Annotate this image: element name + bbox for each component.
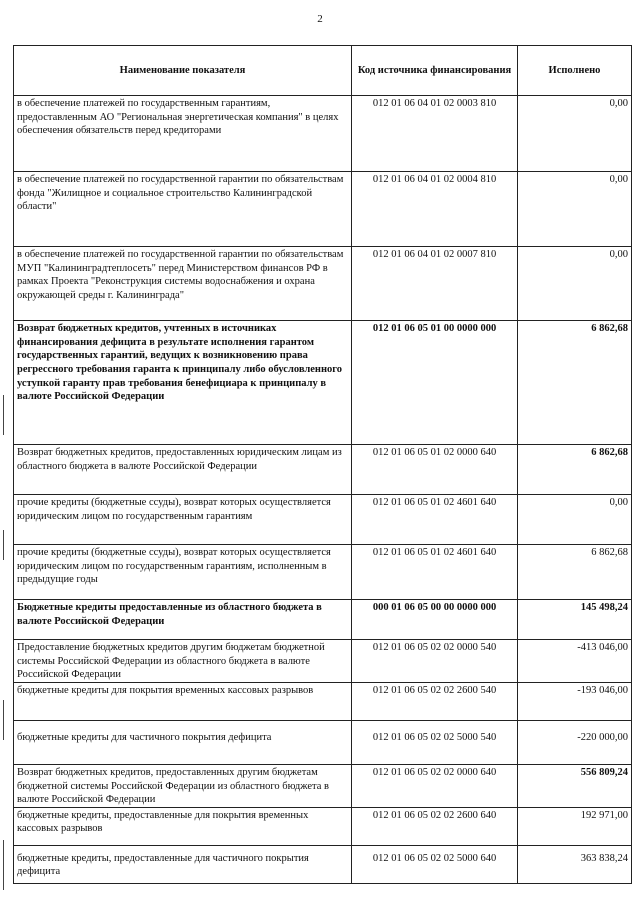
row-amount: 556 809,24 <box>518 764 632 807</box>
margin-mark <box>3 840 4 890</box>
row-code: 012 01 06 04 01 02 0004 810 <box>352 172 518 247</box>
row-amount: 6 862,68 <box>518 445 632 495</box>
row-name: Предоставление бюджетных кредитов другим бюджетам бюджетной системы Российской Федерации из областного бюджета в валюте Российской Федерации <box>14 640 352 683</box>
row-code: 000 01 06 05 00 00 0000 000 <box>352 600 518 640</box>
margin-mark <box>3 530 4 560</box>
row-name: бюджетные кредиты для частичного покрытия дефицита <box>14 720 352 764</box>
table-row <box>14 172 632 247</box>
row-name: прочие кредиты (бюджетные ссуды), возврат которых осуществляется юридическим лицом по государственным гарантиям <box>14 495 352 545</box>
row-name: бюджетные кредиты для покрытия временных кассовых разрывов <box>14 682 352 720</box>
row-name: в обеспечение платежей по государственной гарантии по обязательствам фонда "Жилищное и социальное строительство Калининградской области" <box>14 172 352 247</box>
table-row <box>14 445 632 495</box>
row-name: прочие кредиты (бюджетные ссуды), возврат которых осуществляется юридическим лицом по государственным гарантиям, исполненным в предыдущие годы <box>14 545 352 600</box>
row-code: 012 01 06 05 02 02 0000 640 <box>352 764 518 807</box>
row-name: Возврат бюджетных кредитов, учтенных в источниках финансирования дефицита в результате исполнения гарантом государственных гарантий, ведущих к возникновению права регрессного требования гаранта к принципалу либо обусловленного уступкой гаранту прав требования бенефициара к принципалу в валюте Российской Федерации <box>14 321 352 445</box>
row-code: 012 01 06 05 01 02 4601 640 <box>352 545 518 600</box>
row-amount: 0,00 <box>518 247 632 321</box>
row-name: бюджетные кредиты, предоставленные для частичного покрытия дефицита <box>14 845 352 883</box>
table-row <box>14 682 632 720</box>
header-name: Наименование показателя <box>14 46 352 96</box>
table-row <box>14 545 632 600</box>
row-name: Бюджетные кредиты предоставленные из областного бюджета в валюте Российской Федерации <box>14 600 352 640</box>
row-code: 012 01 06 05 02 02 0000 540 <box>352 640 518 683</box>
row-code: 012 01 06 05 02 02 5000 540 <box>352 720 518 764</box>
row-code: 012 01 06 05 02 02 2600 640 <box>352 807 518 845</box>
table-row <box>14 247 632 321</box>
row-amount: 0,00 <box>518 96 632 172</box>
row-name: в обеспечение платежей по государственной гарантии по обязательствам МУП "Калининградтеплосеть" перед Министерством финансов РФ в рамках Проекта "Реконструкция системы водоснабжения и охрана окружающей среды г. Калининграда" <box>14 247 352 321</box>
table-row <box>14 807 632 845</box>
row-code: 012 01 06 05 02 02 2600 540 <box>352 682 518 720</box>
row-amount: -193 046,00 <box>518 682 632 720</box>
table-header-row <box>14 46 632 96</box>
budget-sources-table <box>13 45 632 884</box>
row-name: в обеспечение платежей по государственным гарантиям, предоставленным АО "Региональная энергетическая компания" в целях обеспечения обязательств перед кредиторами <box>14 96 352 172</box>
row-code: 012 01 06 04 01 02 0003 810 <box>352 96 518 172</box>
row-amount: 363 838,24 <box>518 845 632 883</box>
table-row <box>14 96 632 172</box>
row-code: 012 01 06 05 01 02 4601 640 <box>352 495 518 545</box>
row-code: 012 01 06 05 01 00 0000 000 <box>352 321 518 445</box>
table-row <box>14 495 632 545</box>
row-code: 012 01 06 05 01 02 0000 640 <box>352 445 518 495</box>
header-code: Код источника финансирования <box>352 46 518 96</box>
row-code: 012 01 06 05 02 02 5000 640 <box>352 845 518 883</box>
margin-mark <box>3 395 4 435</box>
row-amount: 192 971,00 <box>518 807 632 845</box>
row-name: бюджетные кредиты, предоставленные для покрытия временных кассовых разрывов <box>14 807 352 845</box>
table-row <box>14 845 632 883</box>
row-amount: 0,00 <box>518 495 632 545</box>
row-amount: 0,00 <box>518 172 632 247</box>
row-amount: -413 046,00 <box>518 640 632 683</box>
row-amount: 145 498,24 <box>518 600 632 640</box>
table-row <box>14 764 632 807</box>
row-amount: 6 862,68 <box>518 545 632 600</box>
page-number: 2 <box>317 13 323 25</box>
row-amount: -220 000,00 <box>518 720 632 764</box>
row-amount: 6 862,68 <box>518 321 632 445</box>
table-row <box>14 321 632 445</box>
row-code: 012 01 06 04 01 02 0007 810 <box>352 247 518 321</box>
table-row <box>14 600 632 640</box>
table-row <box>14 720 632 764</box>
row-name: Возврат бюджетных кредитов, предоставленных юридическим лицам из областного бюджета в валюте Российской Федерации <box>14 445 352 495</box>
row-name: Возврат бюджетных кредитов, предоставленных другим бюджетам бюджетной системы Российской Федерации из областного бюджета в валюте Российской Федерации <box>14 764 352 807</box>
header-executed: Исполнено <box>518 46 632 96</box>
margin-mark <box>3 700 4 740</box>
table-row <box>14 640 632 683</box>
